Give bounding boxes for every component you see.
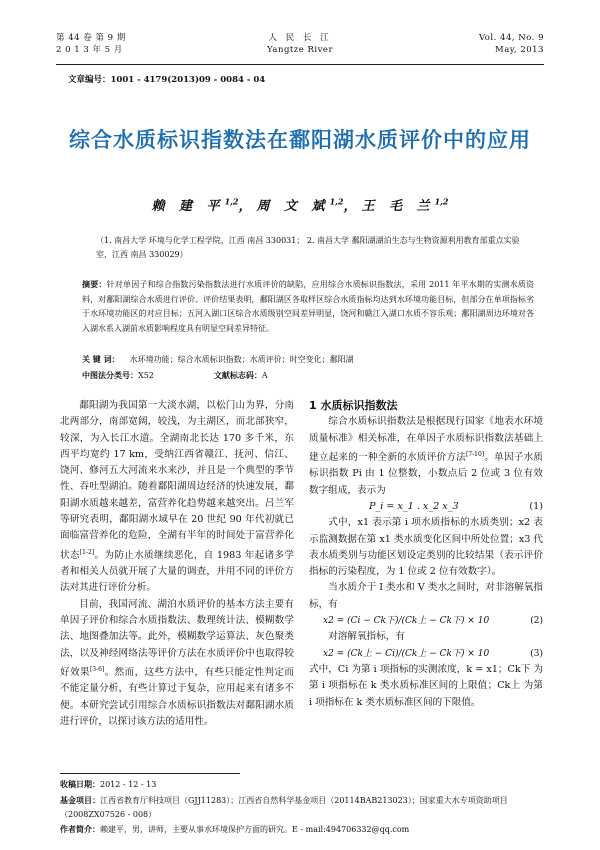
article-number: 文章编号：1001 - 4179(2013)09 - 0084 - 04: [68, 75, 266, 85]
citation: [3-6]: [89, 665, 105, 673]
keywords-text: 水环境功能；综合水质标识指数；水质评价；时空变化；鄱阳湖: [129, 355, 354, 364]
journal-en: Yangtze River: [266, 45, 334, 55]
method-p1-text: 综合水质标识指数法是根据现行国家《地表水环境质量标准》相关标准，在单因子水质标识指数法基础上建立起来的一种全新的水质评价方法: [309, 416, 543, 464]
abstract-label: 摘要：: [82, 280, 107, 289]
received-date: [60, 778, 540, 792]
author-1-affil: 1,2: [224, 196, 239, 207]
author-2-affil: 1,2: [329, 196, 344, 207]
citation: [7-10]: [465, 450, 485, 458]
author-2: 周 文 斌: [256, 199, 330, 214]
intro-p1-text: 鄱阳湖为我国第一大淡水湖，以松门山为界，分南北两部分，南部宽阔，较浅，为主湖区，而北部狭窄，较深，为入长江水道。全湖南北长达 170 多千米，东西平均宽约 17 km，受纳江西省赣江、抚河、信江、饶河、修河五大河流来水来沙，并且是一个典型的季节性、吞吐型湖泊。随着鄱阳湖周边经济的快速发展，鄱阳湖水质越来越差，富营养化趋势越来越突出。吕兰军等研究表明，鄱阳湖水域早在 20 世纪 90 年代初就已面临富营养化的危险，全湖有半年的时间处于富营养化状态: [60, 400, 294, 561]
author-line: 赖 建 平$^{1,2}$，周 文 斌$^{1,2}$，王 毛 兰$^{1,2}$: [151, 196, 449, 214]
equation-3: [309, 646, 543, 662]
date-cn: 2 0 1 3 年 5 月: [56, 45, 123, 55]
affiliation: （1. 南昌大学 环境与化学工程学院，江西 南昌 330031； 2. 南昌大学 鄱阳湖湖泊生态与生物资源利用教育部重点实验室，江西 南昌 330029）: [96, 236, 520, 259]
author-1: 赖 建 平: [151, 199, 225, 214]
intro-p2-text-2: 。然而，这些方法中，有些只能定性判定而不能定量分析，有些计算过于复杂，应用起来有诸多不便。本研究尝试引用综合水质标识指数法对鄱阳湖水质进行评价，以探讨该方法的适用性。: [60, 667, 294, 728]
header-center: [56, 32, 544, 56]
abstract-text: 针对单因子和综合指数污染指数法进行水质评价的缺陷，应用综合水质标识指数法，采用 2011 年平水期的实测水质资料，对鄱阳湖综合水质进行评价。评价结果表明，鄱阳湖区各取样区综合水质指标均达到水环境功能目标，但部分在单项指标劣于水环境功能区的对应目标；五河入湖口区综合水质级别空间差异明显，饶河和赣江入湖口水质不容乐观；鄱阳湖周边环境对各入湖水系入湖前水质影响程度具有明显空间差异特征。: [82, 280, 534, 333]
author-bio-label: 作者简介：: [60, 825, 100, 834]
method-paragraph-5: 式中，Ci 为第 i 项指标的实测浓度，k = x1；Ck下 为第 i 项指标在 k 类水质标准区间的上限值；Ck上 为第 i 项指标在 k 类水质标准区间的下限值。: [309, 663, 543, 708]
right-column: [309, 398, 543, 711]
intro-paragraph-1: [60, 398, 294, 597]
journal-cn: 人 民 长 江: [268, 33, 332, 43]
author-bio: [60, 823, 540, 837]
received-value: 2012 - 12 - 13: [100, 780, 157, 789]
citation: [1-2]: [79, 548, 95, 556]
method-paragraph-1: [309, 414, 543, 499]
classification: [82, 370, 534, 382]
intro-p2-text: 目前，我国河流、湖泊水质评价的基本方法主要有单因子评价和综合水质指数法、数理统计法、模糊数学法、地图叠加法等。此外，模糊数学运算法、灰色聚类法，以及神经网络法等评价方法在水质评价中也取得较好效果: [60, 598, 294, 679]
author-3: 王 毛 兰: [361, 199, 435, 214]
fund-note: [60, 794, 540, 822]
doc-code-label: 文献标志码：: [213, 371, 262, 380]
header-right: [479, 32, 544, 56]
doc-code-value: A: [261, 371, 268, 380]
intro-p1-text-2: 。为防止水质继续恶化，自 1983 年起诸多学者和相关人员就开展了大量的调查，并用不同的评价方法对其进行评价分析。: [60, 549, 295, 594]
method-paragraph-2: 式中，x1 表示第 i 项水质指标的水质类别；x2 表示监测数据在第 x1 类水质变化区间中所处位置；x3 代表水质类别与功能区划设定类别的比较结果（表示评价指标的污染程度，为 1 位或 2 位有效数字）。: [309, 517, 543, 578]
clc-label: 中图法分类号：: [82, 371, 138, 380]
keywords-label: 关 键 词：: [82, 355, 120, 364]
method-paragraph-3: 当水质介于 Ⅰ 类水和 Ⅴ 类水之间时，对非溶解氧指标，有: [309, 582, 543, 610]
method-paragraph-4: 对溶解氧指标，有: [328, 631, 405, 643]
date-en: May, 2013: [495, 45, 544, 55]
equation-3-number: (3): [530, 648, 543, 659]
abstract: [82, 278, 534, 336]
section-heading: 1 水质标识指数法: [309, 399, 398, 412]
equation-1: [309, 499, 543, 515]
intro-paragraph-2: [60, 597, 294, 731]
received-label: 收稿日期：: [60, 780, 100, 789]
running-header: [56, 30, 544, 65]
keywords: [82, 354, 534, 366]
method-p1-text-2: 。单因子水质标识指数 Pi 由 1 位整数，小数点后 2 位或 3 位有效数字组成，表示为: [309, 452, 544, 496]
fund-label: 基金项目：: [60, 796, 100, 805]
volume-en: Vol. 44, No. 9: [478, 33, 544, 43]
equation-2: [309, 613, 543, 629]
clc-value: X52: [138, 371, 154, 380]
equation-2-number: (2): [530, 616, 543, 627]
volume-cn: 第 44 卷 第 9 期: [56, 33, 126, 43]
footnote-rule: [60, 773, 240, 774]
equation-1-number: (1): [529, 500, 543, 512]
equation-3-body: x2 = (Ck上 − Ci)/(Ck上 − Ck下) × 10: [323, 648, 490, 659]
equation-2-body: x2 = (Ci − Ck下)/(Ck上 − Ck下) × 10: [323, 616, 490, 627]
author-3-affil: 1,2: [434, 196, 449, 207]
fund-value: 江西省教育厅科技项目（GJJ11283）；江西省自然科学基金项目（20114BAB213023）；国家重大水专项资助项目（2008ZX07526 - 008）: [60, 796, 508, 819]
left-column: [60, 398, 294, 730]
author-bio-value: 赖建平，男，讲师，主要从事水环境保护方面的研究。E - mail:494706332@qq.com: [100, 825, 410, 834]
paper-title: 综合水质标识指数法在鄱阳湖水质评价中的应用: [69, 128, 531, 152]
equation-1-body: P_i = x_1 . x_2 x_3: [369, 500, 459, 512]
